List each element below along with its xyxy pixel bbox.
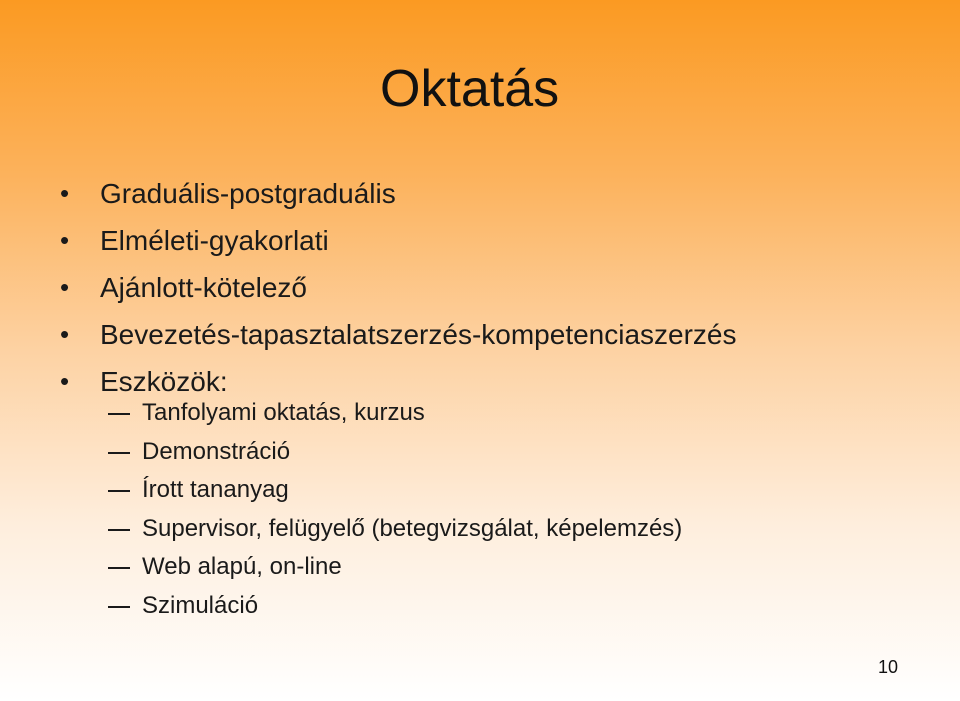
bullet-item: • Elméleti-gyakorlati (60, 217, 737, 264)
bullet-item: • Eszközök: (60, 358, 737, 405)
slide-title (0, 58, 960, 120)
slide-title-text: Oktatás (380, 60, 560, 118)
bullet-item: • Ajánlott-kötelező (60, 264, 737, 311)
sub-bullet-item: Szimuláció (108, 587, 682, 626)
bullet-item: • Bevezetés-tapasztalatszerzés-kompetenciaszerzés (60, 311, 737, 358)
page-number: 10 (877, 657, 898, 677)
sub-bullet-item: Web alapú, on-line (108, 548, 682, 587)
bullet-list (60, 170, 737, 405)
sub-bullet-item: Tanfolyami oktatás, kurzus (108, 394, 682, 433)
sub-bullet-item: Supervisor, felügyelő (betegvizsgálat, képelemzés) (108, 510, 682, 549)
sub-bullet-list (108, 394, 682, 625)
bullet-item: • Graduális-postgraduális (60, 170, 737, 217)
sub-bullet-item: Demonstráció (108, 433, 682, 472)
sub-bullet-item: Írott tananyag (108, 471, 682, 510)
